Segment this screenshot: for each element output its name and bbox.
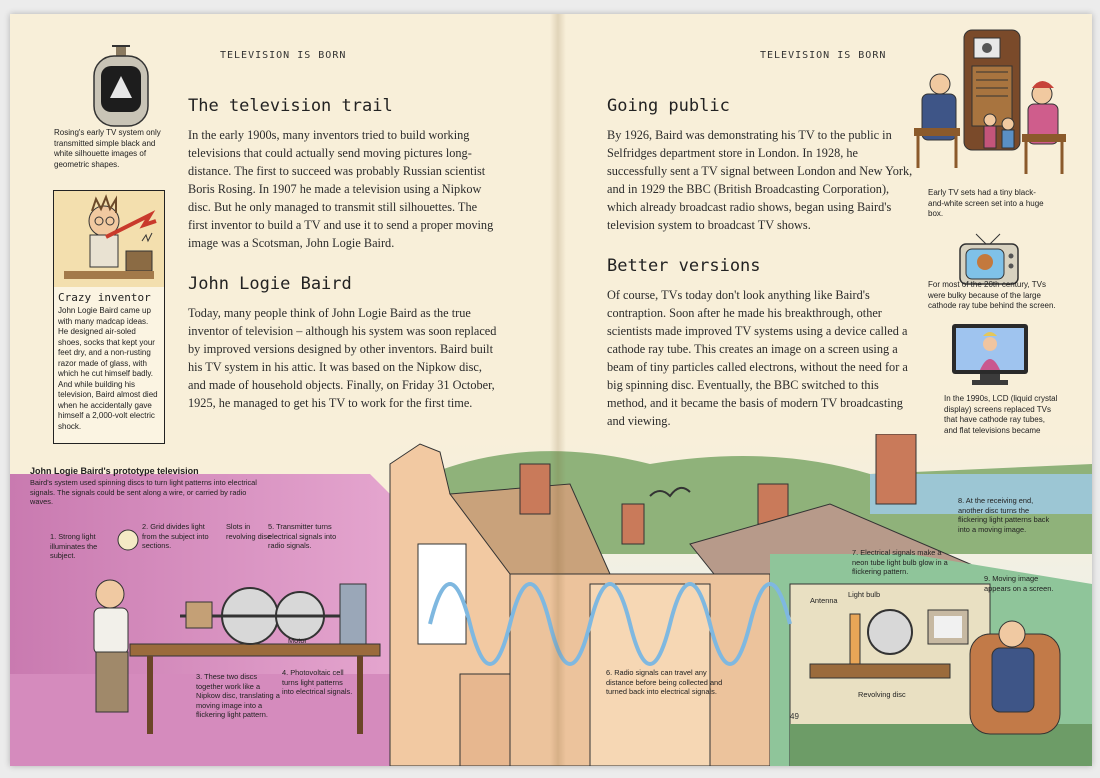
diagram-header <box>30 466 270 507</box>
revolving-disc-label: Revolving disc <box>858 690 906 699</box>
light-bulb-label: Light bulb <box>848 590 881 599</box>
section-better-versions-title: Better versions <box>607 256 761 276</box>
step-4-label: 4. Photovoltaic cell turns light patterns into electrical signals. <box>282 668 353 696</box>
step-3-label: 3. These two discs together work like a Nipkow disc, translating a moving image into a flickering light pattern. <box>196 672 280 719</box>
rosing-caption: Rosing's early TV system only transmitted simple black and white silhouette images of geometric shapes. <box>54 128 161 169</box>
crazy-inventor-box <box>53 190 165 444</box>
step-2-label: 2. Grid divides light from the subject into sections. <box>142 522 209 550</box>
section-baird-body: Today, many people think of John Logie Baird as the true inventor of television – although his system was soon replaced by improved versions designed by other inventors. Baird built his TV system in his attic. It was based on the Nipkow disc, and made of household objects. Finally, on Friday 31 October, 1925, he managed to get his TV to work for the first time. <box>188 306 497 410</box>
section-going-public-title: Going public <box>607 96 730 116</box>
lcd-tv-illustration <box>950 322 1030 388</box>
crazy-inventor-title: Crazy inventor <box>58 291 151 304</box>
step-9-label: 9. Moving image appears on a screen. <box>984 574 1054 593</box>
left-running-head: TELEVISION IS BORN <box>220 50 347 61</box>
diagram-intro: Baird's system used spinning discs to turn light patterns into electrical signals. The signals could be sent along a wire, or carried by radio waves. <box>30 478 257 506</box>
page-number: 49 <box>790 712 799 721</box>
antenna-label: Antenna <box>810 596 838 605</box>
section-television-trail-title: The television trail <box>188 96 393 116</box>
book-spread <box>10 14 1092 766</box>
lcd-tv-caption: In the 1990s, LCD (liquid crystal display) screens replaced TVs that have cathode ray tubes, and flat televisions became <box>944 394 1058 435</box>
rosing-tv-illustration <box>88 42 154 134</box>
step-1-label: 1. Strong light illuminates the subject. <box>50 532 98 560</box>
baird-shock-illustration <box>54 191 164 287</box>
family-watching-tv-illustration <box>910 28 1070 184</box>
section-better-versions-body: Of course, TVs today don't look anything like Baird's contraption. Soon after he made his breakthrough, other scientists made improved TV systems using a device called a cathode ray tube. This creates an image on a screen using a beam of tiny particles called electrons, without the need for a big spinning disc. Eventually, the BBC switched to this method, and it became the basis of modern TV broadcasting and viewing. <box>607 288 908 428</box>
early-tv-caption: Early TV sets had a tiny black-and-white screen set into a huge box. <box>928 188 1044 218</box>
step-6-label: 6. Radio signals can travel any distance before being collected and turned back into electrical signals. <box>606 668 723 696</box>
motor-label: Motor <box>288 636 307 645</box>
cathode-tv-caption: For most of the 20th century, TVs were bulky because of the large cathode ray tube behind the screen. <box>928 280 1056 310</box>
book-gutter <box>550 14 566 766</box>
section-television-trail-body: In the early 1900s, many inventors tried to build working televisions that could actually send moving pictures long-distance. The first to succeed was probably Russian scientist Boris Rosing. In 1907 he made a television using a Nipkow disc. But he only managed to transmit still silhouettes. The first inventor to build a TV and use it to send a proper moving image was a Scotsman, John Logie Baird. <box>188 128 494 250</box>
section-baird-title: John Logie Baird <box>188 274 352 294</box>
right-running-head: TELEVISION IS BORN <box>760 50 887 61</box>
step-7-label: 7. Electrical signals make a neon tube light bulb glow in a flickering pattern. <box>852 548 948 576</box>
slots-label: Slots in revolving disc <box>226 522 271 541</box>
section-going-public-body: By 1926, Baird was demonstrating his TV to the public in Selfridges department store in London. In 1928, he successfully sent a TV signal between London and New York, and in 1929 the BBC (British Broadcasting Corporation), which already broadcast radio shows, began using Baird's television system to broadcast TV shows. <box>607 128 913 232</box>
crazy-inventor-text: John Logie Baird came up with many madcap ideas. He designed air-soled shoes, socks that kept your feet dry, and a non-rusting razor made of glass, with which he cut himself badly. And while building his television, Baird almost died when he accidentally gave himself a 2,000-volt electric shock. <box>58 306 158 431</box>
step-8-label: 8. At the receiving end, another disc turns the flickering light patterns back into a moving image. <box>958 496 1050 534</box>
diagram-title: John Logie Baird's prototype television <box>30 466 199 476</box>
step-5-label: 5. Transmitter turns electrical signals into radio signals. <box>268 522 337 550</box>
